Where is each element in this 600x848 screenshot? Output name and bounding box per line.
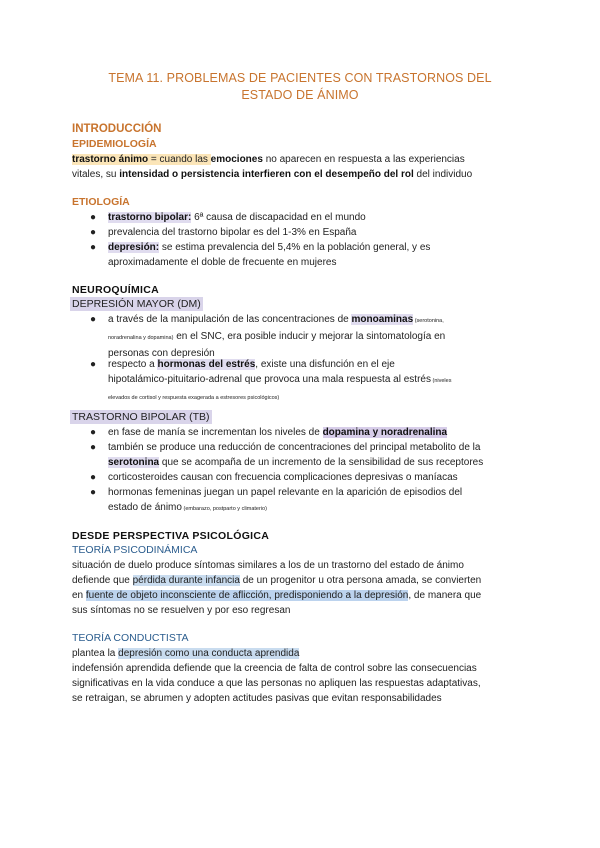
text: a través de la manipulación de las concentraciones de [108, 314, 352, 325]
term-trastorno-bipolar: trastorno bipolar: [108, 212, 192, 223]
list-item [90, 357, 530, 406]
text: vitales, su [72, 169, 120, 180]
text: del individuo [413, 169, 473, 180]
subheading-neuroquimica: NEUROQUÍMICA [72, 284, 160, 296]
term-trastorno-animo: trastorno ánimo [72, 154, 149, 165]
section-heading-introduccion: INTRODUCCIÓN [72, 123, 162, 135]
text: hormonas femeninas juegan un papel relevante en la aparición de episodios del [108, 487, 463, 498]
subheading-trastorno-bipolar: TRASTORNO BIPOLAR (TB) [72, 411, 210, 423]
term-hormonas-estres: hormonas del estrés [157, 359, 256, 370]
note: (niveles [430, 378, 452, 384]
subheading-teoria-conductista: TEORÍA CONDUCTISTA [72, 632, 189, 644]
subheading-etiologia: ETIOLOGÍA [72, 196, 130, 208]
text: personas con depresión [108, 348, 215, 359]
term-monoaminas: monoaminas [351, 314, 414, 325]
highlight: pérdida durante infancia [132, 575, 240, 586]
text: en el SNC, era posible inducir y mejorar la sintomatología en [173, 331, 446, 342]
bullet-icon: ● [90, 314, 97, 325]
conductista-paragraph [72, 646, 532, 706]
text: que se acompaña de un incremento de la sensibilidad de sus receptores [159, 457, 484, 468]
term-intensidad: intensidad o persistencia interfieren con el desempeño del rol [119, 169, 414, 180]
list-item [90, 210, 530, 225]
text: sus síntomas no se resuelven y por eso regresan [72, 605, 291, 616]
title-line-2: ESTADO DE ÁNIMO [241, 88, 359, 102]
list-item [90, 470, 530, 485]
list-item [90, 240, 530, 270]
highlight: depresión como una conducta aprendida [118, 648, 300, 659]
term-dopamina: dopamina y noradrenalina [322, 427, 448, 438]
subheading-depresion-mayor: DEPRESIÓN MAYOR (DM) [72, 298, 201, 310]
text: se estima prevalencia del 5,4% en la población general, y es [159, 242, 431, 253]
list-item [90, 440, 530, 470]
bullet-icon: ● [90, 227, 97, 238]
term-depresion: depresión: [108, 242, 160, 253]
list-item [90, 225, 530, 240]
list-item [90, 425, 530, 440]
text: , existe una disfunción en el eje [255, 359, 395, 370]
note: elevados de cortisol y respuesta exagerada a estresores psicológicos) [108, 395, 280, 401]
term-serotonina: serotonina [108, 457, 160, 468]
bullet-icon: ● [90, 359, 97, 370]
bullet-icon: ● [90, 427, 97, 438]
text: en fase de manía se incrementan los niveles de [108, 427, 323, 438]
text: defiende que [72, 575, 133, 586]
text: significativas en la vida conduce a que las personas no apliquen las respuestas adaptativas, [72, 678, 481, 689]
text: se retraigan, se abrumen y adopten actitudes pasivas que evitan responsabilidades [72, 693, 442, 704]
highlight: fuente de objeto inconsciente de aflicción, predisponiendo a la depresión [85, 590, 409, 601]
page-title [60, 70, 540, 104]
text: = cuando las [148, 154, 211, 165]
list-item [90, 485, 530, 517]
text: prevalencia del trastorno bipolar es del 1-3% en España [108, 227, 357, 238]
text: de un progenitor u otra persona amada, se convierten [239, 575, 482, 586]
bullet-icon: ● [90, 472, 97, 483]
list-item [90, 312, 530, 361]
text: , de manera que [408, 590, 482, 601]
note: (embarazo, postparto y climaterio) [181, 506, 267, 512]
subheading-epidemiologia: EPIDEMIOLOGÍA [72, 138, 157, 150]
title-line-1: TEMA 11. PROBLEMAS DE PACIENTES CON TRASTORNOS DEL [108, 71, 492, 85]
note: (serotonina, [413, 318, 444, 324]
subheading-perspectiva-psicologica: DESDE PERSPECTIVA PSICOLÓGICA [72, 530, 270, 542]
text: aproximadamente el doble de frecuente en mujeres [108, 257, 337, 268]
text: indefensión aprendida defiende que la creencia de falta de control sobre las consecuencias [72, 663, 477, 674]
subheading-teoria-psicodinamica: TEORÍA PSICODINÁMICA [72, 544, 198, 556]
text: en [72, 590, 86, 601]
term-emociones: emociones [210, 154, 263, 165]
bullet-icon: ● [90, 212, 97, 223]
text: estado de ánimo [108, 502, 182, 513]
bullet-icon: ● [90, 242, 97, 253]
text: no aparecen en respuesta a las experiencias [262, 154, 465, 165]
text: respecto a [108, 359, 158, 370]
psicodinamica-paragraph [72, 558, 532, 618]
note: noradrenalina y dopamina) [108, 335, 174, 341]
text: corticosteroides causan con frecuencia complicaciones depresivas o maníacas [108, 472, 458, 483]
text: 6ª causa de discapacidad en el mundo [191, 212, 366, 223]
text: hipotalámico-pituitario-adrenal que provoca una mala respuesta al estrés [108, 374, 431, 385]
text: también se produce una reducción de concentraciones del principal metabolito de la [108, 442, 481, 453]
epidemiologia-paragraph [72, 152, 532, 182]
text: situación de duelo produce síntomas similares a los de un trastorno del estado de ánimo [72, 560, 464, 571]
text: plantea la [72, 648, 119, 659]
bullet-icon: ● [90, 442, 97, 453]
bullet-icon: ● [90, 487, 97, 498]
